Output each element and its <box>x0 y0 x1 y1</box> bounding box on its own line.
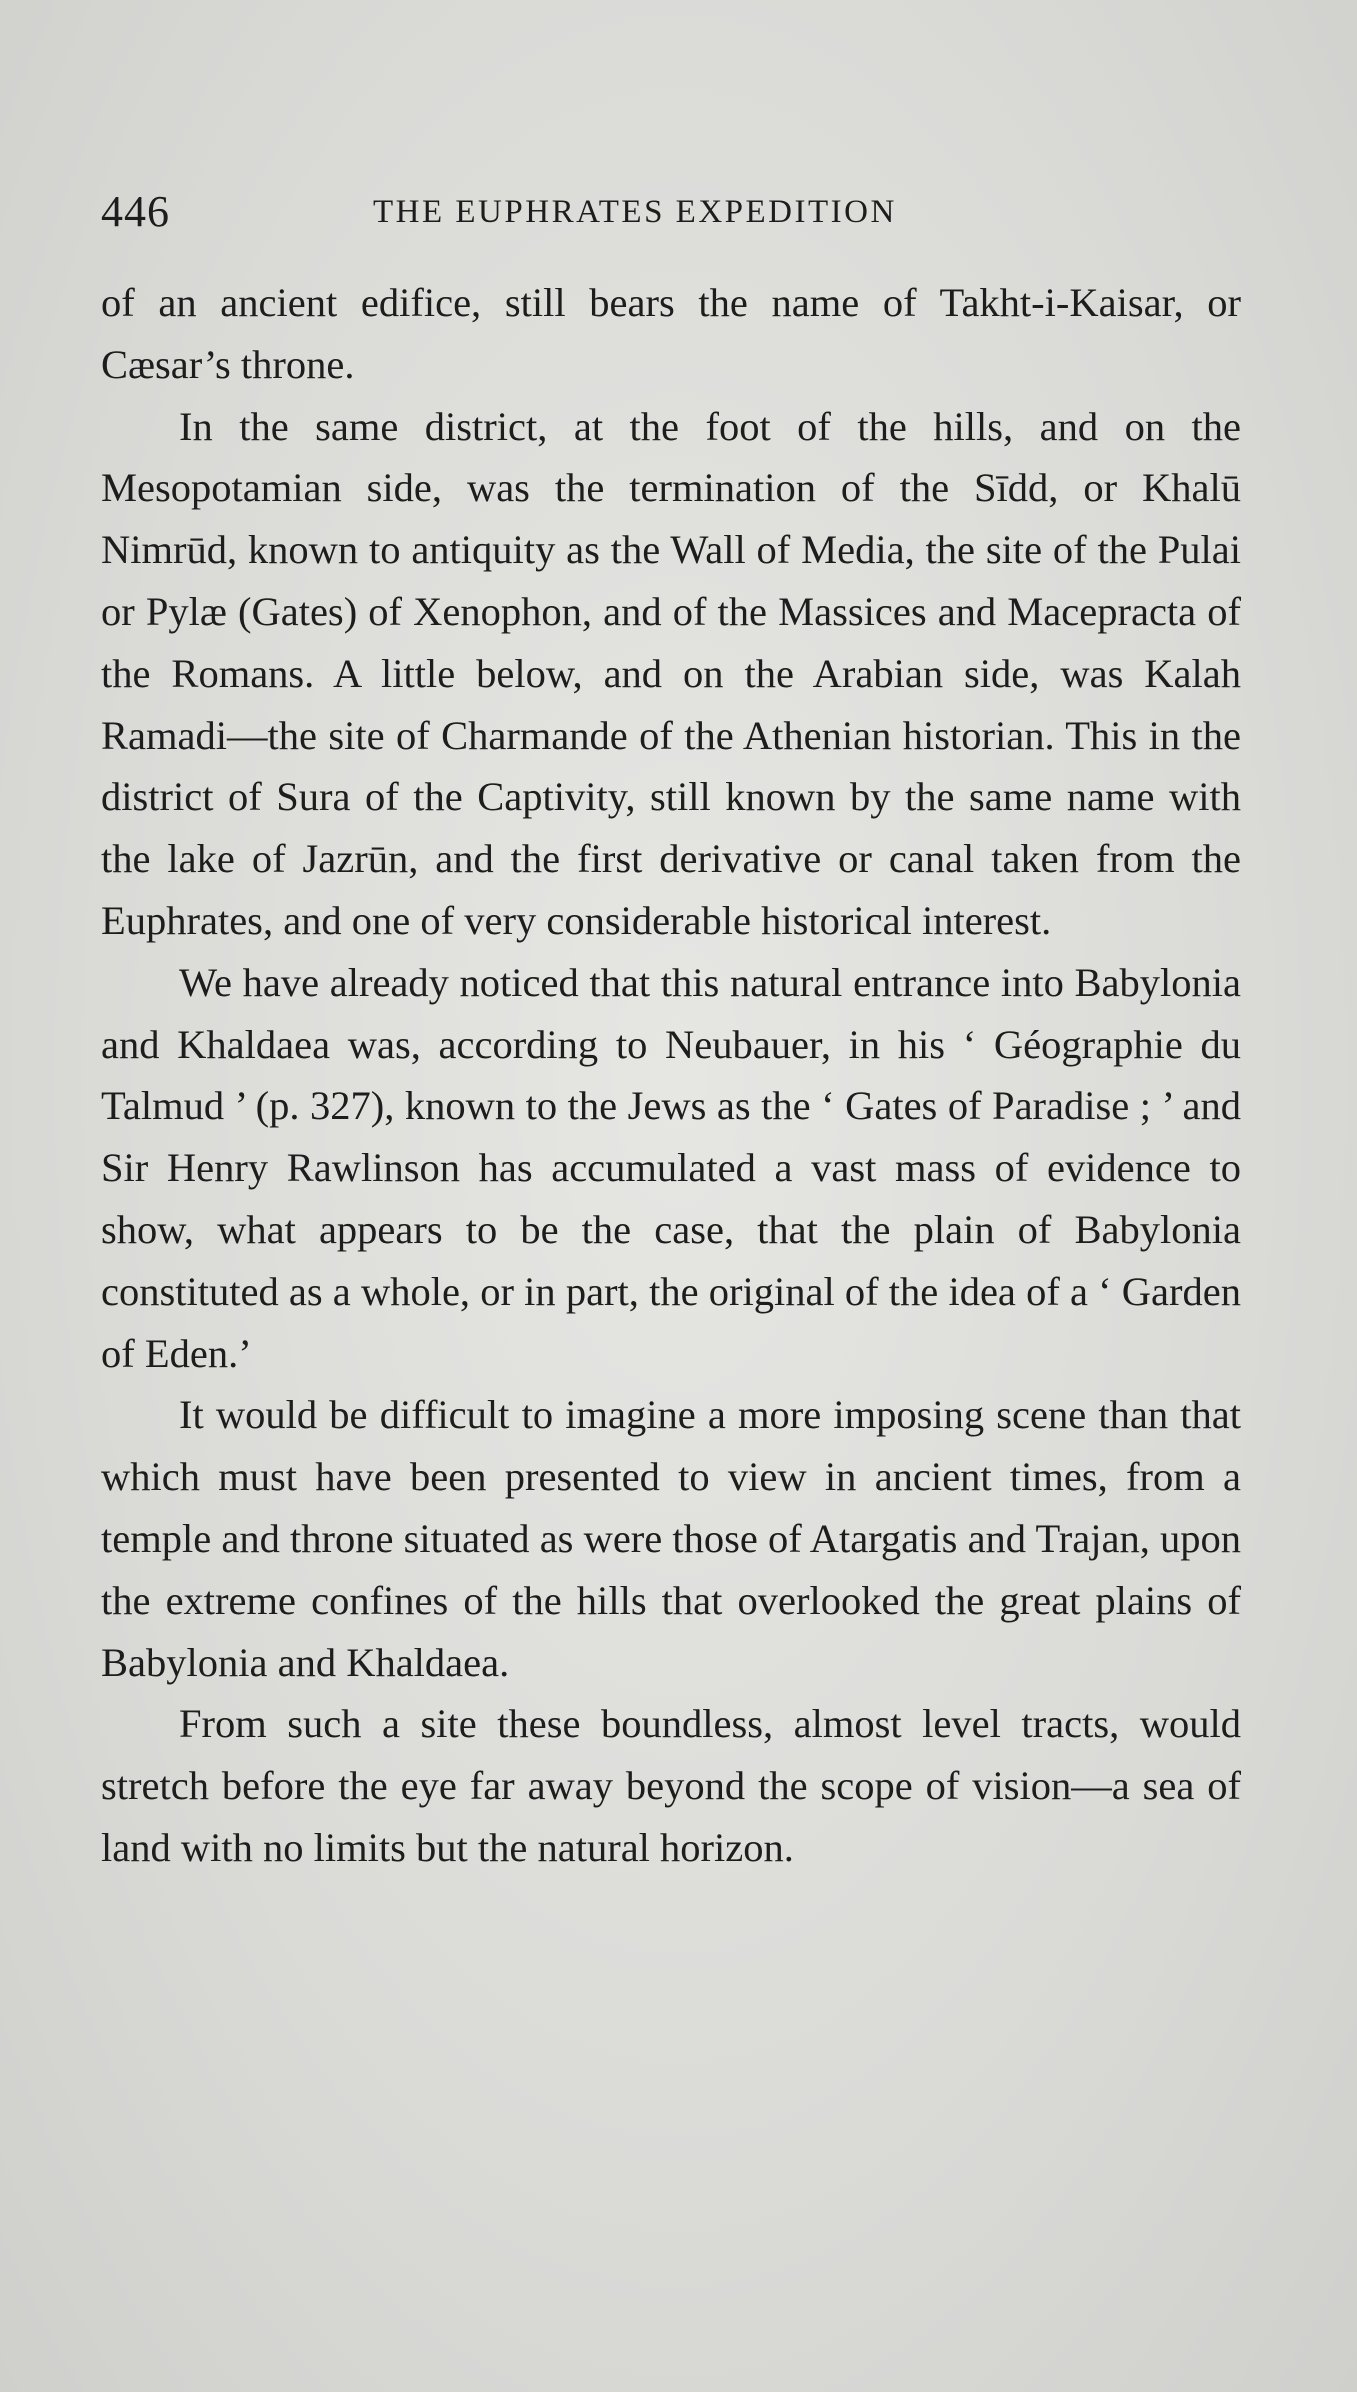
paragraph: In the same district, at the foot of the hills, and on the Mesopotamian side, was the termination of the Sīdd, or Khalū Nimrūd, known to antiquity as the Wall of Media, the site of the Pulai or Pylæ (Gates) of Xenophon, and of the Massices and Macepracta of the Romans. A little below, and on the Arabian side, was Kalah Ramadi—the site of Charmande of the Athenian historian. This in the district of Sura of the Captivity, still known by the same name with the lake of Jazrūn, and the first derivative or canal taken from the Euphrates, and one of very considerable historical interest. <box>101 403 1241 943</box>
body-text <box>101 272 1241 1879</box>
running-title: THE EUPHRATES EXPEDITION <box>373 194 897 230</box>
paragraph: It would be difficult to imagine a more imposing scene than that which must have been presented to view in ancient times, from a temple and throne situated as were those of Atargatis and Trajan, upon the extreme confines of the hills that overlooked the great plains of Babylonia and Khaldaea. <box>101 1392 1241 1685</box>
running-head <box>101 186 1241 246</box>
paragraph: From such a site these boundless, almost level tracts, would stretch before the eye far away beyond the scope of vision—a sea of land with no limits but the natural horizon. <box>101 1701 1241 1870</box>
paragraph: We have already noticed that this natural entrance into Babylonia and Khaldaea was, according to Neubauer, in his ‘ Géographie du Talmud ’ (p. 327), known to the Jews as the ‘ Gates of Paradise ; ’ and Sir Henry Rawlinson has accumulated a vast mass of evidence to show, what appears to be the case, that the plain of Babylonia constituted as a whole, or in part, the original of the idea of a ‘ Garden of Eden.’ <box>101 959 1241 1376</box>
paragraph-continuation: of an ancient edifice, still bears the name of Takht-i-Kaisar, or Cæsar’s throne. <box>101 280 1241 387</box>
page-number: 446 <box>101 187 170 236</box>
